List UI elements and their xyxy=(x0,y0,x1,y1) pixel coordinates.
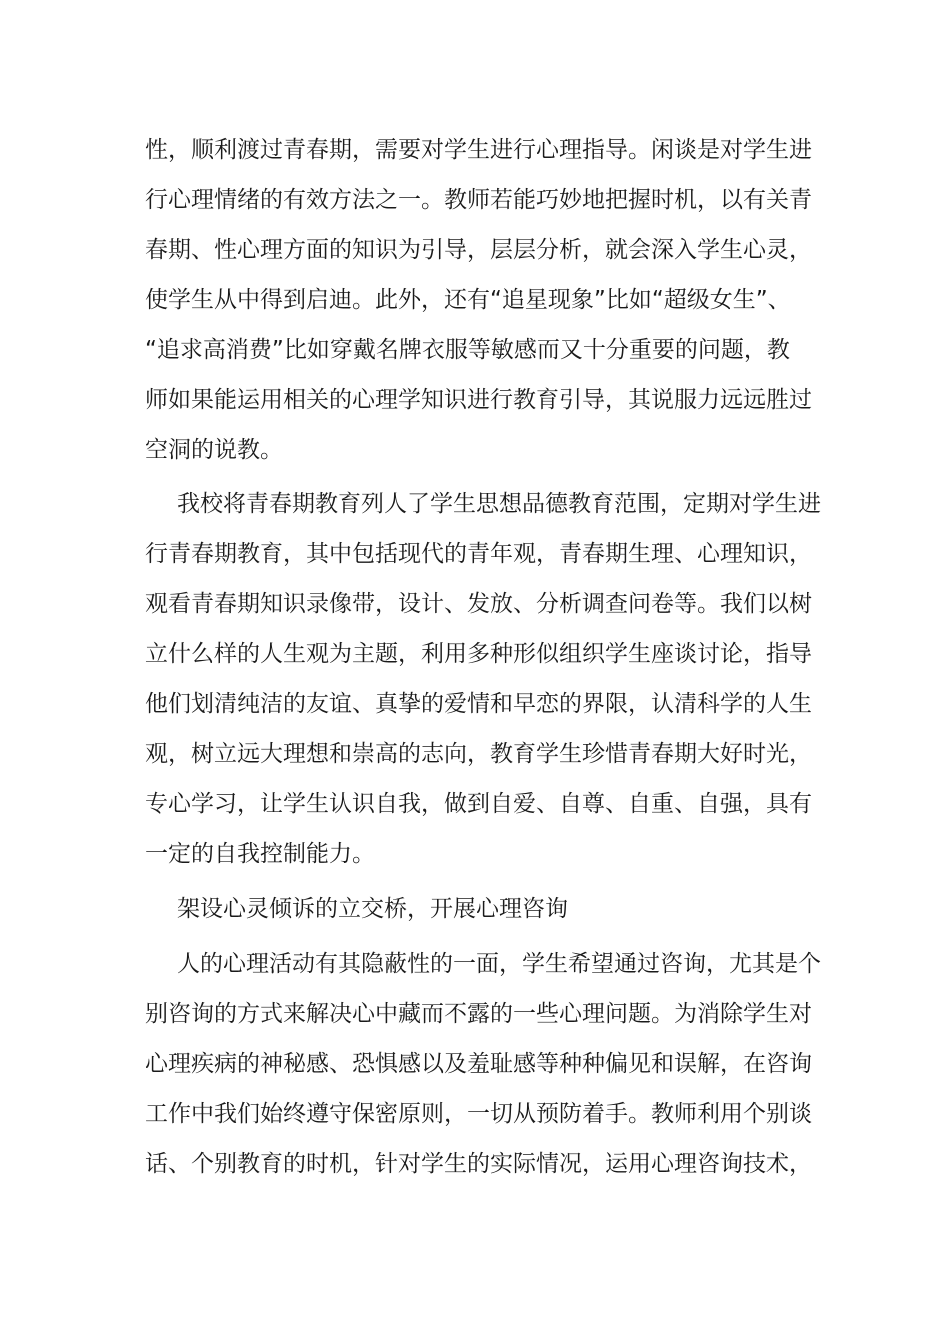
text-line: 春期、性心理方面的知识为引导，层层分析，就会深入学生心灵， xyxy=(145,237,812,263)
paragraph-first-line: 我校将青春期教育列人了学生思想品德教育范围，定期对学生进 xyxy=(177,491,821,517)
section-heading: 架设心灵倾诉的立交桥，开展心理咨询 xyxy=(177,896,568,922)
text-line: 话、个别教育的时机，针对学生的实际情况，运用心理咨询技术， xyxy=(145,1151,812,1177)
text-line: “追求高消费”比如穿戴名牌衣服等敏感而又十分重要的问题，教 xyxy=(145,337,790,363)
text-line: 他们划清纯洁的友谊、真挚的爱情和早恋的界限，认清科学的人生 xyxy=(145,691,812,717)
text-line: 别咨询的方式来解决心中藏而不露的一些心理问题。为消除学生对 xyxy=(145,1001,812,1027)
text-line: 行青春期教育，其中包括现代的青年观，青春期生理、心理知识， xyxy=(145,541,812,567)
text-line: 观看青春期知识录像带，设计、发放、分析调查问卷等。我们以树 xyxy=(145,591,812,617)
text-line: 使学生从中得到启迪。此外，还有“追星现象”比如“超级女生”、 xyxy=(145,287,791,313)
paragraph-first-line: 人的心理活动有其隐蔽性的一面，学生希望通过咨询，尤其是个 xyxy=(177,951,821,977)
text-line: 师如果能运用相关的心理学知识进行教育引导，其说服力远远胜过 xyxy=(145,387,812,413)
text-line: 立什么样的人生观为主题，利用多种形似组织学生座谈讨论，指导 xyxy=(145,641,812,667)
text-line: 性，顺利渡过青春期，需要对学生进行心理指导。闲谈是对学生进 xyxy=(145,137,812,163)
text-line: 工作中我们始终遵守保密原则，一切从预防着手。教师利用个别谈 xyxy=(145,1101,812,1127)
text-line: 观，树立远大理想和崇高的志向，教育学生珍惜青春期大好时光， xyxy=(145,741,812,767)
text-line: 专心学习，让学生认识自我，做到自爱、自尊、自重、自强，具有 xyxy=(145,791,812,817)
text-line: 行心理情绪的有效方法之一。教师若能巧妙地把握时机，以有关青 xyxy=(145,187,812,213)
text-line: 一定的自我控制能力。 xyxy=(145,841,375,867)
text-line: 空洞的说教。 xyxy=(145,437,283,463)
text-line: 心理疾病的神秘感、恐惧感以及羞耻感等种种偏见和误解，在咨询 xyxy=(145,1051,812,1077)
